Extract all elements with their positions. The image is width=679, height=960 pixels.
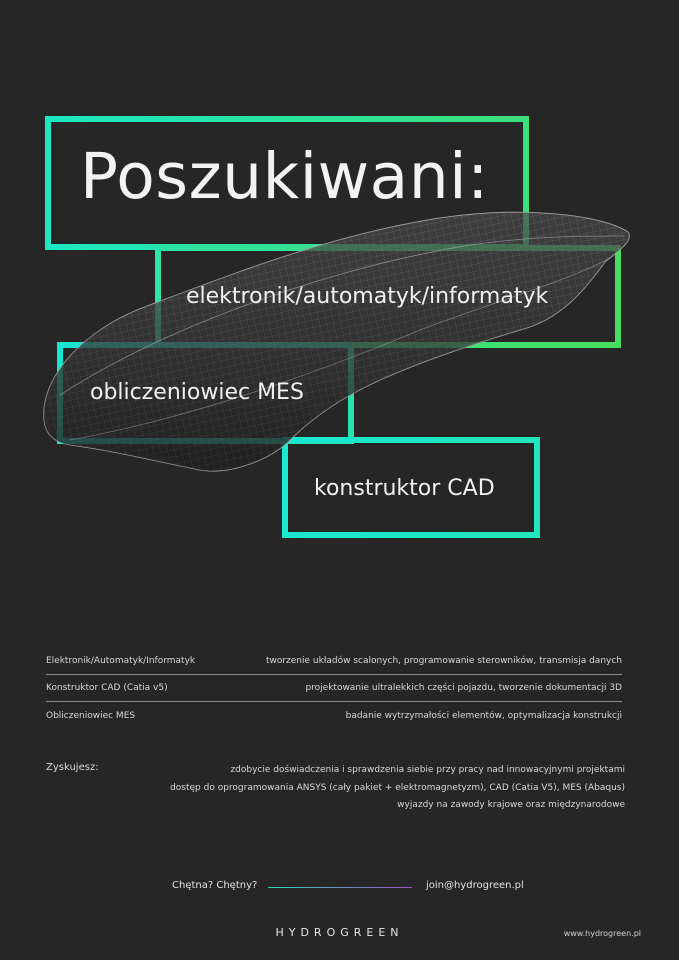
table-desc: badanie wytrzymałości elementów, optymalizacja konstrukcji	[345, 710, 622, 721]
table-row	[46, 675, 622, 702]
contact-divider	[268, 887, 412, 888]
table-desc: tworzenie układów scalonych, programowanie sterowników, transmisja danych	[265, 656, 622, 666]
gains-list	[170, 762, 625, 815]
list-item: wyjazdy na zawody krajowe oraz międzynarodowe	[397, 800, 625, 810]
role-electronics: elektronik/automatyk/informatyk	[186, 284, 549, 309]
contact-ask: Chętna? Chętny?	[172, 880, 258, 891]
email-link[interactable]: join@hydrogreen.pl	[426, 880, 524, 891]
list-item: zdobycie doświadczenia i sprawdzenia siebie przy pracy nad innowacyjnymi projektami	[230, 765, 625, 775]
table-row	[46, 702, 622, 729]
website-link[interactable]: www.hydrogreen.pl	[563, 929, 641, 938]
contact-line	[0, 880, 679, 894]
roles-table	[46, 648, 622, 729]
table-desc: projektowanie ultralekkich części pojazdu, tworzenie dokumentacji 3D	[305, 683, 622, 693]
table-role: Obliczeniowiec MES	[46, 710, 136, 721]
gains-label: Zyskujesz:	[46, 762, 99, 773]
role-fem: obliczeniowiec MES	[90, 380, 304, 405]
table-role: Konstruktor CAD (Catia v5)	[46, 683, 168, 693]
list-item: dostęp do oprogramowania ANSYS (cały pakiet + elektromagnetyzm), CAD (Catia V5), MES (Abaqus)	[170, 782, 625, 793]
poster-headline: Poszukiwani:	[80, 140, 489, 213]
table-row	[46, 648, 622, 675]
role-cad: konstruktor CAD	[314, 476, 495, 501]
table-role: Elektronik/Automatyk/Informatyk	[46, 656, 196, 666]
brand-logo: HYDROGREEN	[275, 926, 404, 939]
